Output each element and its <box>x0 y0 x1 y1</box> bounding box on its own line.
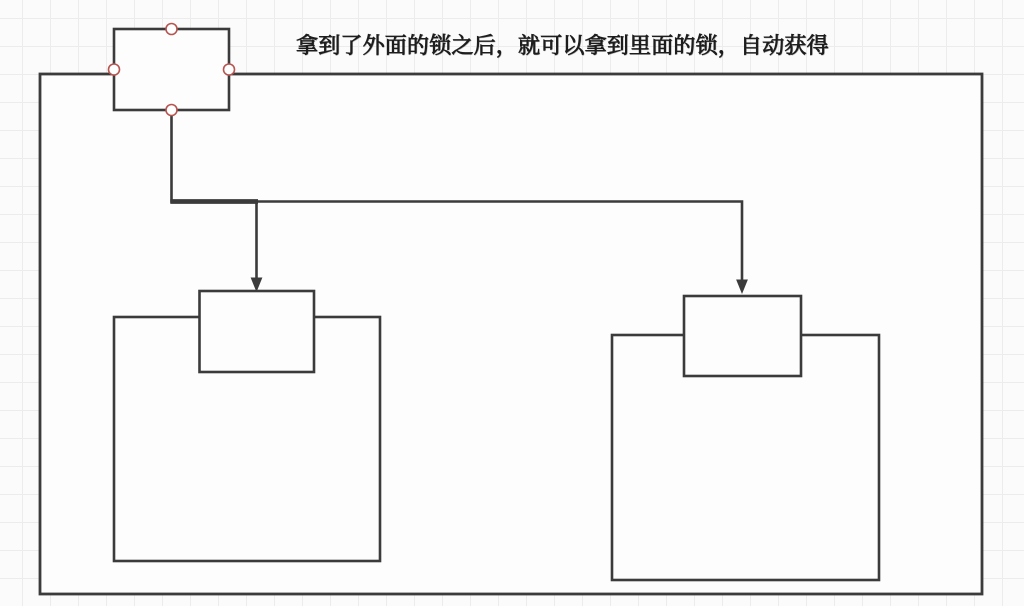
right-child-lock-box[interactable] <box>684 296 801 376</box>
parent-lock-box[interactable] <box>114 29 229 110</box>
left-child-lock-box[interactable] <box>200 291 315 372</box>
selection-handle-bottom[interactable] <box>166 105 177 116</box>
selection-handle-left[interactable] <box>109 64 120 75</box>
annotation-text[interactable]: 拿到了外面的锁之后，就可以拿到里面的锁，自动获得 <box>296 33 829 58</box>
selection-handle-right[interactable] <box>224 64 235 75</box>
selection-handle-top[interactable] <box>166 24 177 35</box>
